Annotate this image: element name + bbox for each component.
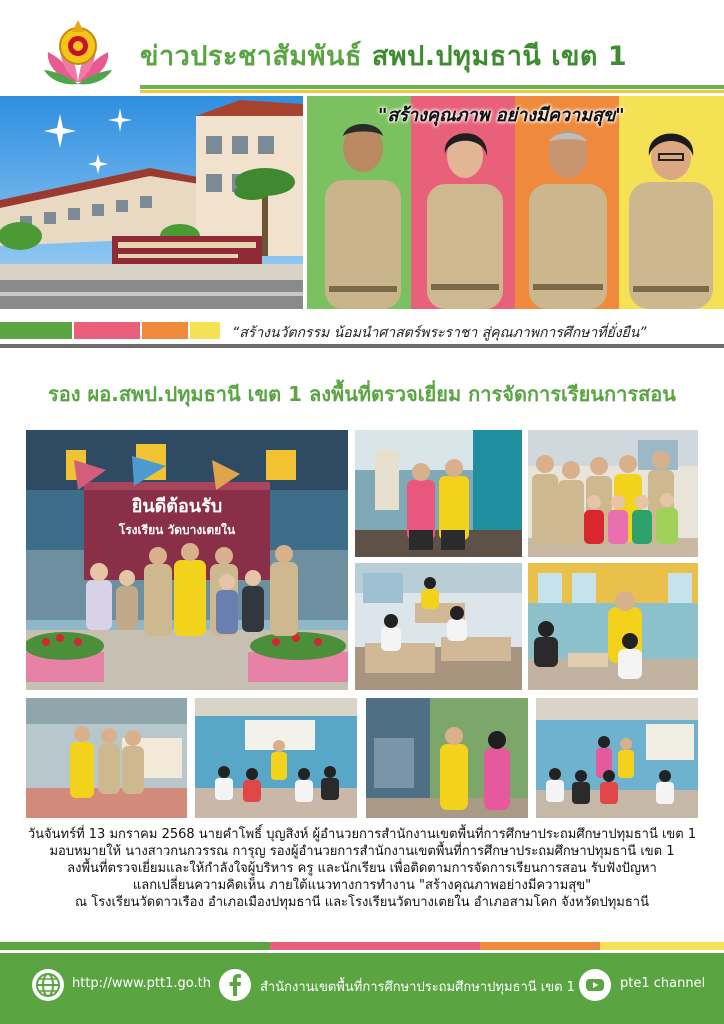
strip-yellow (190, 322, 220, 339)
news-headline: รอง ผอ.สพป.ปทุมธานี เขต 1 ลงพื้นที่ตรวจเยี่ยม การจัดการเรียนการสอน (48, 382, 676, 406)
executive-portrait-2 (427, 133, 503, 309)
body-line-4: แลกเปลี่ยนความคิดเห็น ภายใต้แนวทางการทำงาน "สร้างคุณภาพอย่างมีความสุข" (132, 878, 592, 893)
office-building-photo (0, 96, 303, 309)
footer-strip-yellow (600, 942, 724, 950)
photo-group-students (528, 430, 698, 557)
photo-teacher-helping (528, 563, 698, 690)
strip-green (0, 322, 72, 339)
footer-strip-orange (480, 942, 600, 950)
photo-classroom-desks (355, 563, 522, 690)
executive-portrait-1 (325, 124, 401, 309)
body-line-3: ลงพื้นที่ตรวจเยี่ยมและให้กำลังใจผู้บริหาร ครู และนักเรียน เพื่อติดตามการจัดการเรียนการสอน รับฟังปัญหา (67, 861, 657, 876)
strip-orange (142, 322, 188, 339)
body-line-1: วันจันทร์ที่ 13 มกราคม 2568 นายคำโพธิ์ บุญสิงห์ ผู้อำนวยการสำนักงานเขตพื้นที่การศึกษาประถมศึกษาปทุมธานี เขต 1 (27, 827, 697, 842)
office-logo (40, 12, 116, 88)
photo-classroom-rows (195, 698, 357, 818)
vision-quote: “สร้างนวัตกรรม น้อมนำศาสตร์พระราชา สู่คุณภาพการศึกษาที่ยั่งยืน” (232, 325, 647, 341)
facebook-icon (219, 969, 251, 1001)
welcome-sign-title: ยินดีต้อนรับ (131, 496, 223, 517)
body-line-5: ณ โรงเรียนวัดดาวเรือง อำเภอเมืองปทุมธานี และโรงเรียนวัดบางเตยใน อำเภอสามโคก จังหวัดปทุมธานี (75, 895, 649, 910)
executive-portrait-3 (529, 130, 607, 309)
body-line-2: มอบหมายให้ นางสาวกนกวรรณ การุญ รองผู้อำนวยการสำนักงานเขตพื้นที่การศึกษาประถมศึกษาปทุมธานี เขต 1 (49, 844, 675, 859)
website-link[interactable]: http://www.ptt1.go.th (72, 976, 211, 991)
welcome-sign-school: โรงเรียน วัดบางเตยใน (118, 523, 236, 537)
slogan-text: "สร้างคุณภาพ อย่างมีความสุข" (378, 105, 625, 126)
news-body (14, 826, 710, 911)
photo-welcome-sign (26, 430, 348, 690)
youtube-icon (579, 969, 611, 1001)
facebook-link[interactable]: สำนักงานเขตพื้นที่การศึกษาประถมศึกษาปทุมธานี เขต 1 (260, 980, 575, 995)
photo-outdoor-area (26, 698, 187, 818)
header-divider-accent (140, 90, 724, 93)
globe-icon (32, 969, 64, 1001)
youtube-link[interactable]: pte1 channel (620, 976, 706, 991)
quote-divider (0, 344, 724, 348)
page-title (140, 34, 627, 77)
photo-classroom-wide (536, 698, 698, 818)
title-label: ข่าวประชาสัมพันธ์ (140, 41, 362, 72)
executive-portrait-4 (629, 134, 713, 310)
footer-strip-green (0, 942, 270, 950)
strip-pink (74, 322, 140, 339)
footer-strip-pink (270, 942, 480, 950)
office-name: สพป.ปทุมธานี เขต 1 (371, 41, 628, 72)
photo-school-corridor (355, 430, 522, 557)
header-divider (140, 85, 724, 89)
photo-teacher-student (366, 698, 528, 818)
